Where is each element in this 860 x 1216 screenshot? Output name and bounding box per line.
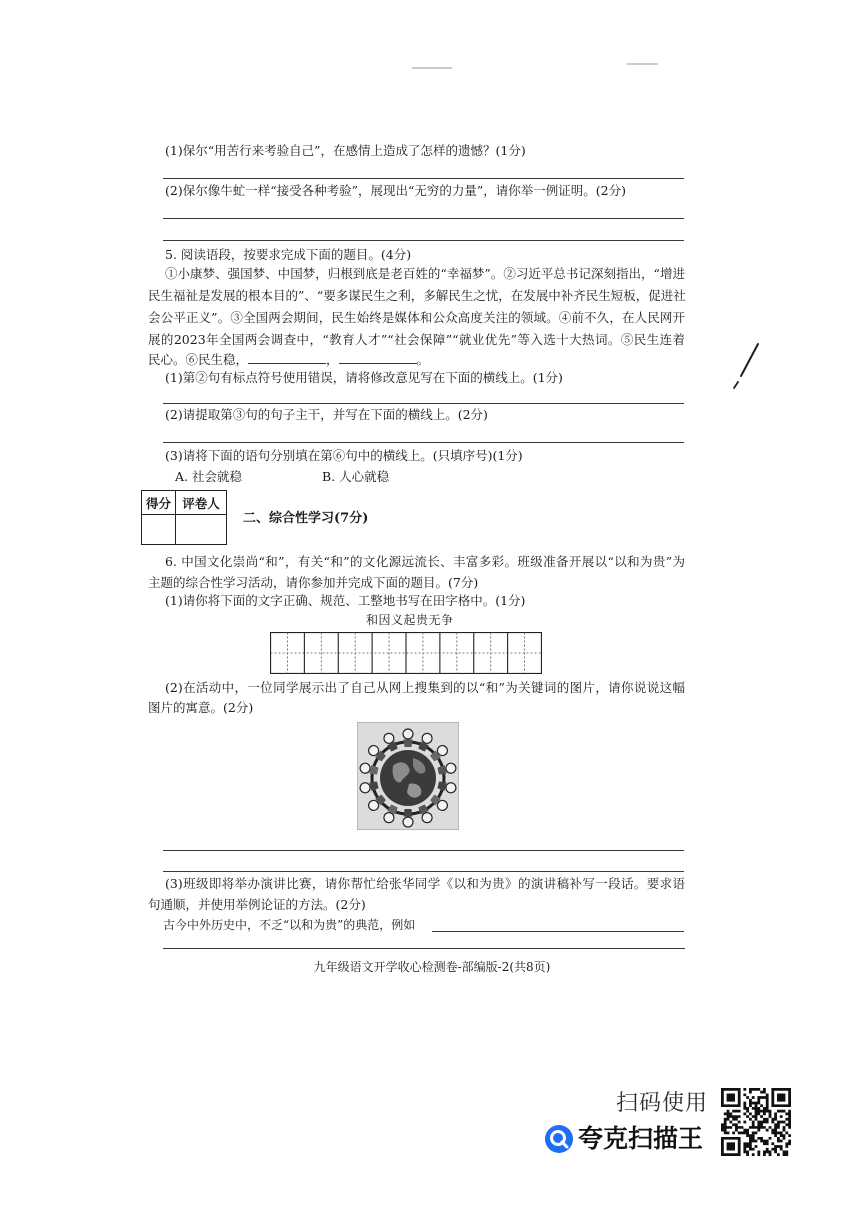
answer-line bbox=[163, 240, 684, 241]
passage-line-4: 展的2023年全国两会调查中，“教育人才”“社会保障”“就业优先”等入选十大热词。⑤民生连着 bbox=[148, 332, 685, 347]
fill-blank-2 bbox=[339, 352, 417, 364]
passage-last-end: 。 bbox=[416, 352, 430, 367]
section-2-title: 二、综合性学习(7分) bbox=[243, 511, 369, 526]
q6-sub3-line-1: (3)班级即将举办演讲比赛，请你帮忙给张华同学《以和为贵》的演讲稿补写一段话。要求语 bbox=[165, 876, 685, 891]
pen-stroke bbox=[734, 382, 738, 388]
scan-to-use-label: 扫码使用 bbox=[616, 1090, 709, 1115]
option-a: A. 社会就稳 bbox=[175, 469, 242, 484]
passage-last-before: 民心。⑥民生稳， bbox=[148, 352, 249, 367]
option-b: B. 人心就稳 bbox=[322, 469, 390, 484]
figure-holding-hands bbox=[403, 729, 413, 747]
quark-logo-icon bbox=[544, 1124, 574, 1154]
q6-sub1-question: (1)请你将下面的文字正确、规范、工整地书写在田字格中。(1分) bbox=[165, 593, 526, 608]
score-table bbox=[141, 490, 227, 545]
scan-artifacts bbox=[0, 0, 860, 100]
figure-holding-hands bbox=[403, 809, 413, 827]
q5-sub1-question: (1)第②句有标点符号使用错误，请将修改意见写在下面的横线上。(1分) bbox=[165, 370, 563, 385]
tianzige-grid bbox=[270, 632, 542, 674]
answer-line bbox=[163, 871, 684, 872]
q6-sub3-line-2: 句通顺，并使用举例论证的方法。(2分) bbox=[148, 897, 366, 912]
grader-header: 评卷人 bbox=[176, 491, 227, 515]
answer-line bbox=[163, 403, 684, 404]
passage-last-mid: ， bbox=[326, 352, 339, 367]
pen-stroke bbox=[741, 344, 758, 376]
speech-prompt: 古今中外历史中，不乏“以和为贵”的典范，例如 bbox=[163, 918, 416, 932]
pen-stroke-mark bbox=[725, 338, 765, 393]
q6-sub2-line-1: (2)在活动中，一位同学展示出了自己从网上搜集到的以“和”为关键词的图片，请你说说这幅 bbox=[165, 680, 685, 695]
passage-line-2: 民生福祉是发展的根本目的”、“要多谋民生之利，多解民生之忧，在发展中补齐民生短板，促进社 bbox=[148, 288, 686, 303]
passage-line-3: 会公平正义”。③全国两会期间，民生始终是媒体和公众高度关注的领域。④前不久，在人民网开 bbox=[148, 310, 685, 325]
score-header: 得分 bbox=[142, 491, 176, 515]
q6-intro-line-2: 主题的综合性学习活动，请你参加并完成下面的题目。(7分) bbox=[148, 575, 479, 590]
globe-icon bbox=[380, 750, 436, 806]
harmony-globe-image bbox=[357, 722, 459, 830]
answer-line bbox=[432, 931, 684, 932]
q5-title: 5. 阅读语段，按要求完成下面的题目。(4分) bbox=[165, 247, 412, 262]
answer-line bbox=[163, 850, 684, 851]
q5-sub2-question: (2)请提取第③句的句子主干，并写在下面的横线上。(2分) bbox=[165, 407, 488, 422]
q4-sub2-question: (2)保尔像牛虻一样“接受各种考验”，展现出“无穷的力量”，请你举一例证明。(2分) bbox=[165, 183, 626, 198]
q6-sub2-line-2: 图片的寓意。(2分) bbox=[148, 700, 254, 715]
page-footer: 九年级语文开学收心检测卷-部编版-2(共8页) bbox=[313, 960, 551, 974]
passage-line-1: ①小康梦、强国梦、中国梦，归根到底是老百姓的“幸福梦”。②习近平总书记深刻指出，“增进 bbox=[165, 266, 685, 281]
grader-cell bbox=[176, 515, 227, 545]
score-cell bbox=[142, 515, 176, 545]
answer-line bbox=[163, 948, 685, 949]
q5-sub3-question: (3)请将下面的语句分别填在第⑥句中的横线上。(只填序号)(1分) bbox=[165, 448, 523, 463]
copy-characters: 和因义起贵无争 bbox=[366, 613, 454, 627]
qr-code bbox=[720, 1087, 792, 1157]
q6-intro-line-1: 6. 中国文化崇尚“和”，有关“和”的文化源远流长、丰富多彩。班级准备开展以“以和为贵”为 bbox=[165, 554, 685, 569]
fill-blank-1 bbox=[248, 352, 326, 364]
q4-sub1-question: (1)保尔“用苦行来考验自己”，在感情上造成了怎样的遗憾？(1分) bbox=[165, 143, 526, 158]
logo-circle bbox=[545, 1125, 573, 1153]
brand-name: 夸克扫描王 bbox=[578, 1125, 704, 1153]
answer-line bbox=[163, 178, 684, 179]
answer-line bbox=[163, 218, 684, 219]
answer-line bbox=[163, 442, 684, 443]
passage-line-5 bbox=[148, 352, 429, 368]
